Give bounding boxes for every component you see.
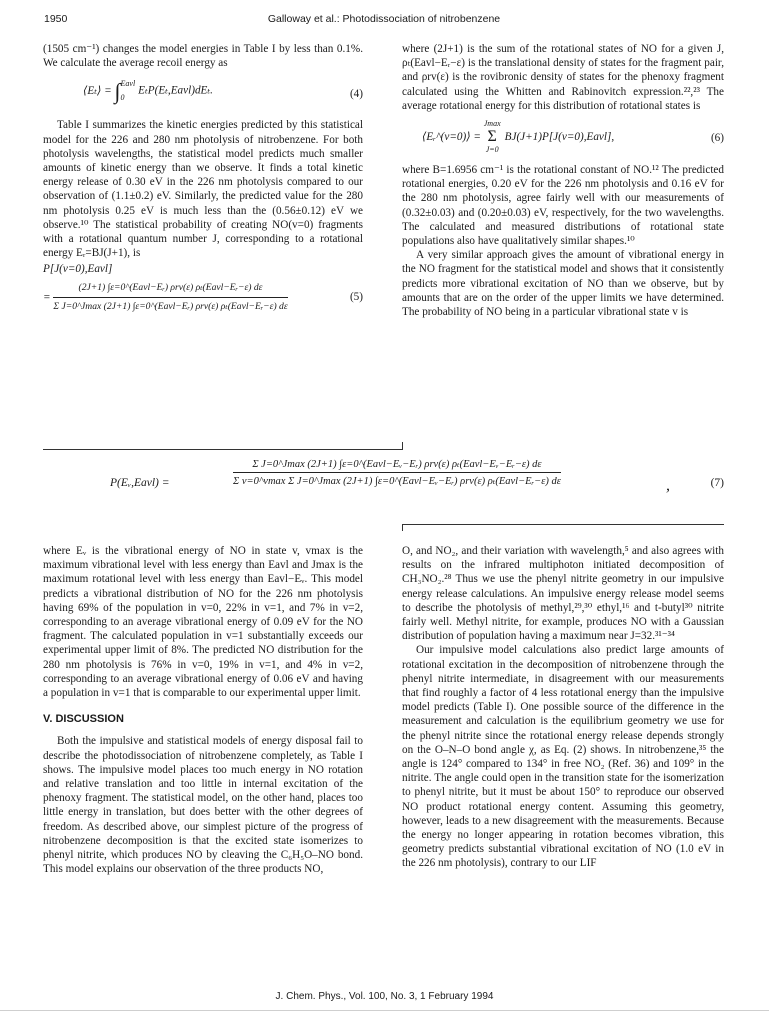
paragraph: where B=1.6956 cm⁻¹ is the rotational constant of NO.¹² The predicted rotational energies, 0.20 eV for the 226 nm photolysis and 0.16 eV for the 280 nm photolysis, agree fairly well with our measurements of (0.32±0.03) and (0.20±0.03) eV, respectively, for the two wavelengths. The calculated and measured distributions of rotational state populations also have qualitatively similar shapes.¹⁰ [402,164,724,248]
section-heading: V. DISCUSSION [43,713,124,726]
paragraph: A very similar approach gives the amount of vibrational energy in the NO fragment for the statistical model and shows that it consistently predicts more vibrational excitation of NO than we observe, but by amounts that are on the order of the upper limits we have determined. The probability of NO being in a particular vibrational state v is [402,249,724,319]
equation-7: P(Eᵥ,Eavl) = Σ J=0^Jmax (2J+1) ∫ε=0^(Eavl−Eᵥ−Eᵣ) ρrv(ε) ρₜ(Eavl−Eᵥ−Eᵣ−ε) dε Σ v=0^vmax Σ J=0^Jmax (2J+1) ∫ε=0^(Eavl−Eᵥ−Eᵣ) ρrv(ε) ρₜ(Eavl−Eᵣ−ε) dε , (7) [110,459,724,494]
paragraph: Both the impulsive and statistical models of energy disposal fail to describe the photodissociation of nitrobenzene completely, as Table I shows. The impulsive model places too much energy in NO rotation and relative translation and too little in internal excitation of the phenoxy fragment. The statistical model, on the other hand, places too little energy in translation, but does better with the other degrees of freedom. As described above, our simplest picture of the progress of nitrobenzene decomposition is that the excited state isomerizes to phenyl nitrite, which produces NO by cleaving the C₆H₅O–NO bond. This model explains our observation of the three products NO, [43,735,363,876]
paragraph: where (2J+1) is the sum of the rotational states of NO for a given J, ρₜ(Eavl−Eᵣ−ε) is the translational density of states for the fragment pair, and ρrv(ε) is the rovibronic density of states for the phenoxy fragment calculated using the Whitten and Rabinovitch expression.²²,²³ The average rotational energy for this distribution of rotational states is [402,43,724,112]
equation-5-denominator: Σ J=0^Jmax (2J+1) ∫ε=0^(Eavl−Eᵣ) ρrv(ε) ρₜ(Eavl−Eᵣ−ε) dε [53,300,288,312]
upper-right-column [402,42,724,319]
paragraph: Our impulsive model calculations also predict large amounts of rotational excitation in the decomposition of nitrobenzene through the phenyl nitrite intermediate, in disagreement with our measurements that find roughly a factor of 4 less rotational energy than the impulsive model predicts (Table I). One possible source of the difference in the measurement and calculation is the equilibrium geometry we use for the phenyl nitrite since the rotational energy release depends strongly on the O–N–O bond angle χ, as Eq. (2) shows. In nitrobenzene,³⁵ the angle is 124° compared to 134° in free NO₂ (Ref. 36) and 109° in the nitrite. The angle could open in the transition state for the isomerization to phenyl nitrite, but it must be about 150° to reproduce our observed NO product rotational energy content. Assuming this geometry, however, leads to a new disagreement with the measurements. Because the energy no longer appearing in rotation becomes vibration, this geometry predicts substantial vibrational excitation of NO (1.0 eV in the 226 nm photolysis), contrary to our LIF [402,644,724,870]
equation-number: (5) [349,291,363,304]
upper-left-column [43,42,363,318]
lower-right-column [402,544,724,871]
equation-number: (7) [710,477,724,489]
scan-edge-line [0,1010,769,1011]
separator-rule [402,524,724,525]
separator-tick [402,442,403,449]
equation-7-denominator: Σ v=0^vmax Σ J=0^Jmax (2J+1) ∫ε=0^(Eavl−Eᵥ−Eᵣ) ρrv(ε) ρₜ(Eavl−Eᵣ−ε) dε [233,476,561,487]
page-number: 1950 [44,13,68,25]
equation-4: ⟨Eₜ⟩ = ∫ Eavl 0 EₜP(Eₜ,Eavl)dEₜ. (4) [83,78,363,104]
running-title: Galloway et al.: Photodissociation of nitrobenzene [267,13,501,25]
separator-rule [43,449,403,450]
page-header [44,13,724,29]
paragraph: Table I summarizes the kinetic energies predicted by this statistical model for the 226 and 280 nm photolysis of nitrobenzene. For both photolysis wavelengths, the statistical model predicts much smaller amounts of kinetic energy than we observe. It finds a total kinetic energy release of 0.30 eV in the 226 nm photolysis compared to our observation of (1.1±0.2) eV. Similarly, the predicted value for the 280 nm photolysis 0.25 eV is much less than the (0.56±0.12) eV we observe.¹⁰ The statistical probability of creating NO(v=0) fragments with a rotational quantum number J, corresponding to a rotational energy Eᵣ=BJ(J+1), is [43,119,363,260]
paragraph: (1505 cm⁻¹) changes the model energies in Table I by less than 0.1%. We calculate the average recoil energy as [43,43,363,70]
equation-6: ⟨Eᵣ^(v=0)⟩ = Jmax Σ J=0 BJ(J+1)P[J(v=0),Eavl], (6) [422,119,724,155]
equation-number: (4) [349,88,363,101]
separator-tick [402,524,403,531]
equation-number: (6) [710,131,724,144]
paragraph: O, and NO₂, and their variation with wavelength,⁵ and also agrees with results on the infrared multiphoton initiated decomposition of CH₃NO₂.²⁸ Thus we use the phenyl nitrite geometry in our impulsive energy release calculations. An impulsive energy release model seems to describe the photolysis of methyl,²⁹,³⁰ ethyl,¹⁶ and t-butyl³⁰ nitrite fairly well. Methyl nitrite, for example, produces NO with a Gaussian distribution of population having a maximum near J=32.³¹⁻³⁴ [402,545,724,643]
paragraph: where Eᵥ is the vibrational energy of NO in state v, vmax is the maximum vibrational level with less energy than Eavl and Jmax is the maximum rotational level with less energy than Eavl−Eᵥ. This model predicts a vibrational distribution of NO for the 226 nm photolysis having 69% of the population in v=0, 22% in v=1, and 7% in v=2, corresponding to an average vibrational energy of 0.09 eV for the NO fragment. The calculated population in v=1 substantially exceeds our experimental upper limit of 8%. The predicted NO distribution for the 280 nm photolysis is 76% in v=0, 19% in v=1, and 4% in v=2, corresponding to an average vibrational energy of 0.06 eV and having a population in v=1 that is comparable to our experimental upper limit. [43,545,363,700]
equation-5-numerator: (2J+1) ∫ε=0^(Eavl−Eᵣ) ρrv(ε) ρₜ(Eavl−Eᵣ−ε) dε [53,281,287,298]
equation-5-lhs: P[J(v=0),Eavl] [43,263,113,276]
equation-7-numerator: Σ J=0^Jmax (2J+1) ∫ε=0^(Eavl−Eᵥ−Eᵣ) ρrv(ε) ρₜ(Eavl−Eᵥ−Eᵣ−ε) dε [233,458,561,473]
lower-left-column [43,544,363,876]
journal-footer: J. Chem. Phys., Vol. 100, No. 3, 1 February 1994 [275,991,494,1002]
equation-5: = $\frac{\text{(2J+1) ∫ε=0\textasciicircum{}(Eavl−Eᵣ) ρrv(ε) ρₜ(Eavl−Eᵣ−ε) dε}}{\text{Σ J=0\textasciicircum{}Jmax (2J+1) ∫ε=0\textasciicircum{}(Eavl−Eᵣ) ρrv(ε) ρₜ(Eavl−Eᵣ−ε) dε}}$ (5) [43,281,363,314]
